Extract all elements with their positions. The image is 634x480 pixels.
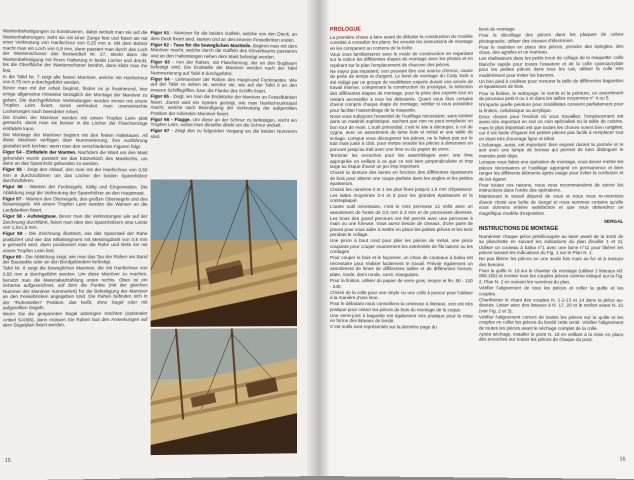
paragraph: C'est outils sont représentés sur la dernière page du [329,324,437,330]
figure-label: Figur 57 [2,196,22,202]
paragraph: Vous vous familiariserez avec le mode de construction en regardant sur la notice les différentes étapes de montage avec les photos et en repérant sur le plan l'emplacement de chacune des pièces. [329,50,473,68]
figure-label: Figur 66 - Flagge. [150,116,191,122]
figure-note [3,231,148,254]
paragraph: Pour la finition, le nettoyage, le vernis et la peinture, un assortiment de pinceaux petit 0 ou 1 et dans les tailles moyennes n° 4 ou 5. [478,89,624,102]
figure-text: Um diese an der Schnur zu befestigen, reicht ein Tropfen Leim, wobei man dieselbe direkt um die Schnur wickelt. [150,116,298,129]
figure-note [3,184,148,196]
paragraph: livret de montage. [478,26,516,32]
ship-model-photo-bottom [151,328,297,455]
figure-text: - Manöver für die beiden Gaffeln, welche von den Dieck, an dem Deck fixiert sind, starten und an den inneren Fesselkröten enden. [150,30,298,43]
paragraph: Vérifier l'alignement de tous les pièces et coller la quille et les couples. [478,285,624,297]
paragraph: Numéroter chaque pièce prédécoupée au laser avant de la sortir de sa planchette en suivant les indications du plan (feuillet 1 et 2). Utiliser un couteau à balsa n°1 avec une lame n°11 pour libérer les pièces suivant les indications du Fig. 1 sur le Plan N. 1. [478,233,624,256]
paragraph: Bevor man mit der Arbeit beginnt, finden es ja frustrierend, hier einige allgemeine Hinweise bezüglich der Montage der Manöver zu geben. Die durchgeführten Verbindungen werden immer mit einem Tropfen Leim fixiert, somit verhindert man unerwünschte Lockerungen nach beendeter Arbeit. [2,85,148,114]
figure-label: Figur 61 [150,29,170,36]
figure-text: - Wanten der Focksegels, Käfig und Eingeweiden. Die Abbildung zeigt die Verknotung der Spannhölzer an den Hauptmast. [2,184,148,196]
paragraph: L'éclairage, aussi, est important: bien exposé durant la journée et le soir avec une lampe de bureau qui permet de bien distinguer le moindre petit objet. [478,141,624,159]
figure-label: Figur 55 [2,166,22,173]
paragraph: Lorsque vous faites une opération de montage, vous devez mettre les pièces nécessaires et l'outillage approprié en permanence et bien ranger les différents éléments après usage pour éviter la confusion et de les égarer. [478,159,624,182]
figure-text: Nachdem die Want um den Mast gebunden wurde passiert sie das Katzenloch des Mastkorbs, um dann an das Spannholz gebunden zu werden. [2,149,148,167]
paragraph: Pour le décollage des pièces dans les plaques de culure photogravée, utiliser des ciseaux d'électricien. [478,31,624,44]
section-title: PROLOGUE [329,26,361,33]
figure-note [3,254,148,265]
figure-note [151,42,297,60]
figure-text: - Zeigt, wo man die Endstücke der Manöver an Fesselbänken fixiert. Zuerst wird ein System gezeigt, wie man Hanfschnurknäuel macht, welche nach Beendigung der Verknotung der aufgerollten Position der ruhenden Manöver fixiert. [150,93,298,117]
figure-text: - Die Zeichnung illustriert, wie das Spannseil der Rahe praktiziert und wie das Mittelsegment mit Messingdraht von 0,8 mm ø gemacht wird, dann positioniert man die Rahe und klebt sie mit einem Tropfen Leim fest. [2,231,148,254]
figure-note [151,128,297,140]
figure-note [3,149,148,167]
paragraph: La première chose à faire avant de débuter la construction du modèle consiste à consulter les plans; lire ensuite les instructions de montage en les comparant au contenu de la boîte. [329,33,473,51]
figure-text: Beginnt man mit dem Manöver macht, welche durch die Gaffeln des Klüverbaums passieren und an den Haltestangen neben dem Mast befestigt werden. [150,42,298,60]
paragraph: Vérifier l'alignement correct de toutes les pièces sur la quille et les couples en coller les pièces du bordé cette tenté. Vérifier l'alignement de toutes les pièces avant le séchage complet de la colle. [478,314,624,331]
paragraph: Une serre-joint à baguette est également très pratique pour la mise en forme des listeaux de bordé. [329,312,473,324]
figure-text: - Die Abbildung zeigt, wie man das Tau der Rahen am Band der Baustahle oder an den Bordgeländern befestigt. [2,253,148,265]
figure-label: Figur 63 [150,59,170,65]
figure-note [151,30,297,43]
figure-note [151,117,297,129]
figure-note [151,94,297,117]
right-page [318,0,634,479]
paragraph: Tafel Nr. 8 zeigt die beweglichen Manöver, die mit Hanfschnur von 0,50 mm ø durchgeführt werden. Um diese Manöver zu machen, benutzt man die Materialaufzählung unten rechts. Oben ist ein Schema aufgezeichnet, auf dem die Punkte (mit der gleichen Nummer der Manöver nummeriert) für die Befestigung der Manöver an den Fessebricken angegeben sind. Die Rahen befinden sich in der "Ruhestellen" Position, das heißt, ohne Segel oder mit aufgerollten Segeln. [2,265,148,311]
paragraph: Choisir la denture des lames en fonction des différentes épaisseurs de bois pour obtenir une coupe parfaite dans les angles et les petites épaisseurs. [329,169,473,187]
figure-text: Bevor man die Verknotungen wie auf der Zeichnung durchführt, fixiert man über den Spannhölzern eine Leiste von 1,5x1,5 mm. [2,213,148,230]
figure-label: Figur 54 - Einfädeln der Wanten. [2,149,77,155]
figure-note [3,214,148,231]
paragraph: Fixer la quille N. 15 sur le chantier de montage (utiliser 2 listeaux réf. 068.155) et monter tous les couples pièces comme indiqué sur la Fig. 2, Plan N. 2 en suivant les numéros du plan. [478,268,624,285]
paragraph: Choisir les numéros 0 et 1 les plus fines jusqu'à 1,5 mm d'épaisseur. Les lattes moyennes 3-4 et 5 pour les grandes épaisseurs et le contreplaqué. [329,187,473,204]
figure-note [3,196,148,213]
paragraph: Un bon pied à coulisse pour mesurer la taille de différentes baguettes et épaisseurs de bois. [478,78,624,90]
figure-text: - Wanten des Obersegels, des großen Obersegels und des Besansegels. Mit einem Tropfen Leim werden die Wanten an die Laufplanken fixiert. [2,196,148,213]
figure-label: Figur 58 - Aufsteigtaue. [2,213,58,219]
paragraph: Pour le débutant nous conseillons la cintreuse à listeaux, ceci est très pratique pour cintrer les pièces de bois du montage de la coque. [329,301,473,313]
figure-label: Figur 60 [2,254,22,260]
paragraph: Ne soyez pas impatient; ceci pouvant être une source d'erreur, cause de perte de temps et d'argent. Le livret de montage du Cutty Sark a été rédigé par un groupe de modélistes experts durant une année de travail intense, comprenant la construction du prototype, la sélection des différentes étapes de montage, pour la prise des experts tout en restant accessible à tous les débutants. Quant vous êtes certains d'avoir compris chaque étape de montage, vérifier si vous possédez pour faciliter l'assemblage de la maquette. [329,67,473,113]
paragraph: N'importe quelle peinture pour modélistes convient parfaitement pour la finition, cellulosique ou acrylique. [478,101,624,113]
paragraph: Maintenant le travail dépend de vous et nous vous re-mercions d'avoir choisi une boîte de Sergal et nous sommes certains qu'elle vous donnera entière satisfaction et que vous obtiendrez un magnifique modèle d'exposition. [478,193,624,216]
paragraph: Choisir de la colle pour une vinyle ou une colle à poncer pour l'utiliser à la manière d'une lime. [329,289,473,301]
page-number: 16 [619,456,626,463]
ship-model-photo-top [151,179,297,326]
paragraph: L'autre outil nécessaire, c'est le mini perceuse 12 Volts avec un assortiment de forets de 0,5 mm à 3 mm et de ponceuses diverses. Les trous des grand perceurs ont été percés avec une perceuse à main ou une foreuse. Vous aurez besoin de ciseaux, d'une paire de pinces pour vous aider à mettre en place les petites pièces et les tenir pendant le collage. [329,204,473,238]
paragraph: Die Enden der Manöver werden mit einem Tropfen Leim platt gemacht, damit man sie besser in die Löcher der Flaschenzüge einfädeln kann. [2,114,148,132]
left-column-2 [151,30,297,141]
paragraph: Nous vous indiquons l'essentiel de l'outillage nécessaire, sans tomber dans un matériel sophistiqué, sachant que rien ne peut remplacer un bon tour de main. L'outil primordial, c'est le site à découper, à col de cygne, avec un assortiment de lame bois et métal et une table de scriage. Lorsque vous découperez les pièces, ne le faites pas sur le trait mais juste à côté, pour mettre ensuite les pièces à dimension en poncant jusqu'au trait avec une lime ou du papier de verre. [329,112,473,152]
paragraph: In die Tafel Nr. 7 zeigt alle festen Manöver, welche mit Hanfschnur von 0,75 mm ø durchgeführt werden. [2,73,148,86]
figure-note [3,167,148,184]
paragraph: Pour toutes ces raisons, nous vous recommandons de suivre les instructions dans l'ordre des opérations. [478,182,624,194]
figure-note [151,76,297,94]
section-title: INSTRUCTIONS DE MONTAGE [478,225,559,233]
paragraph: Chanfreiner le chant des couples N. 1-2-13 et 14 dans la pièce au-dessus. Lisser avec des listeaux à N. 17, 20 et le renfort avant N. 21 (voir Fig. 2 et 3). [478,297,624,314]
right-column-1 [330,27,473,331]
figure-text: - Leitmanöver der Rahen des Haupt-und Fockmastes. Wie auf der Tafel zu sehen ist, werden sie, wie auf der Tafel 8 an den inneren Schiffsgriffen, bzw. die Flanke des Schiffs fixiert. [150,76,298,94]
figure-label: Figur 56 [2,184,23,190]
paragraph: Terminer les encoches pour les assemblages avec une lime appropriée en veillant à ce que ce soit bien perpendiculaire et trop large au risque d'avoir un jeu trop important. [329,152,473,170]
paragraph: Die Montage der Manöver beginnt mit den festen Haltetauen. All diese Manöver verfügen über Nummerierung, ihre Ausführung gestaltet sich leichter, wenn man den verschiedenen Figuren folgt. [2,131,148,150]
left-column-1 [3,28,148,329]
paragraph: Wenn Sie die gespannten Segel anbringen möchten (optionaler Artikel SA006), dann müssen Sie Rahen laut den Anweisungen auf dem Segelplan fixiert werden. [2,311,148,329]
page-number: 15 [4,457,11,465]
paragraph: Wantenbefestigungen zu konstruieren, dabei wickelt man sie auf die Wantenhalterungen; zieht sie mit einer Zange fest und fixiert sie mit einer Verknotung von Hanfschnur von 0,25 mm ø. Mit dem Bohrer macht man ein Loch von 0,8 mm, dann passiert man durch das Loch der Wantenschoner das Bestandteil Nr. 27, steckt dann die Wantenbefestigung mit ihrem Halterung in beide Löcher und drückt, bis die Oberfläche der Wantenschoner berührt, dann klebt man ihn fest. [2,28,148,73]
figure-note [151,59,297,77]
paragraph: Ne pas libérer les pièces en une seule fois mais au fur et à mesure des besoins. [478,256,624,268]
paragraph: Pour la finition, utiliser du papier de verre gros, moyen et fin: 80 - 120 - 240. [329,278,473,289]
paragraph: Une pince à bout rond pour plier les pièces de métal, une pince coupante pour couper exactement les extrémités de fils laitons ou les cordages. [329,238,473,255]
figure-label: Figur 65 [150,93,169,99]
paragraph: Les réalisateurs dans les petits trous de collage de la maquette: colle blanche rapide pour toutes l'essature et de la colle cyanoacrylate pour les petites pièces dans tous les cas, utiliser la colle très modérément pour éviter les bavures. [478,55,624,78]
figure-label: Figur 59 [2,231,23,237]
paragraph: Après séchage, installer le point N. 18 en veillant à la mise en place des encoches sur toutes les pièces de chaque du pont. [478,331,624,343]
figure-label: Figur 64 [150,76,170,82]
paragraph: Pour couper le bois et le façonner, un choix de couteaux à balsa est nécessaire pour réaliser facilement le travail. Prévoir également un assortiment de limes de différentes tailles et de différentes formes: plate, ronde, demi ronde, carré, triangulaire. [329,255,473,278]
figure-label: Figur 62 - Taue für die beweglichen Mastteile. [150,41,252,48]
paragraph: Deux choses pour l'endroit où vous travaillez, l'emplacement est aussi très important en soit un coin spécialisé ou la table de cuisine, mais le plus important est que toutes les choses soient bien rangées, car il est facile d'égarer les petites pièces pas facile à remplacer tout en étant très d'ouvrage ligne et idéal. [478,113,624,142]
right-column-2 [479,26,623,344]
figure-label: Figur 67 [150,128,170,134]
figure-text: - Ann der Rahen, mit Flaschenzug, der an den Bugbaum befestigt wird. Die Endstelle der Manöver werden nach der Tafel Nummerierung auf Tafel 8 durchgeführt. [150,59,298,77]
signature: SERGAL [603,218,624,224]
figure-text: - Zeigt den Ablauf, den man mit der Hanfschnur von 0,50 mm ø durchzuführen um das Löcher der beiden Spannhölzer durchzuführen. [2,166,148,184]
paragraph: Pour le maintien en place des pièces, prendre des épingles, des clous, des agrafes et un marteau. [478,43,624,56]
figure-text: - Zeigt den zu folgenden Vorgang wo die beiden Nummern sind. [150,128,298,139]
